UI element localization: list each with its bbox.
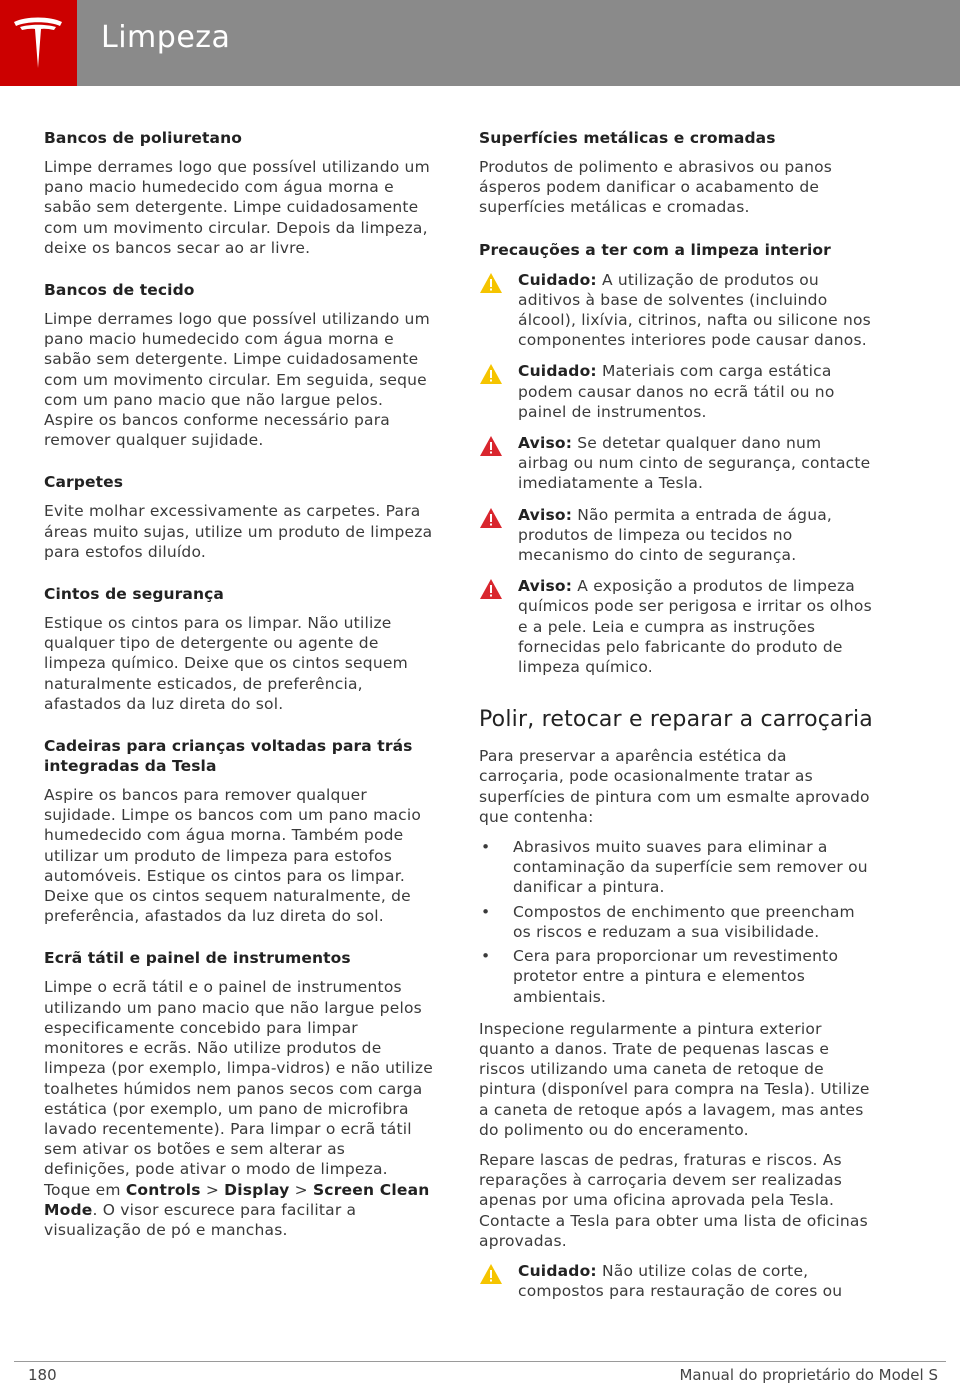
- section-body: Limpe derrames logo que possível utilizando um pano macio humedecido com água morna e sabão sem detergente. Limpe cuidadosamente com um movimento circular. Em seguida, seque com um pano macio que não largue pelos. Aspire os bancos conforme necessário para remover qualquer sujidade.: [44, 310, 430, 450]
- section-body: Produtos de polimento e abrasivos ou panos ásperos podem danificar o acabamento de superfícies metálicas e cromadas.: [479, 158, 833, 217]
- notice-text: Materiais com carga estática podem causar danos no ecrã tátil ou no painel de instrumentos.: [518, 362, 835, 421]
- tesla-logo: [0, 0, 77, 86]
- list-item-text: Cera para proporcionar um revestimento protetor entre a pintura e elementos ambientais.: [513, 947, 839, 1006]
- section-body: Limpe derrames logo que possível utilizando um pano macio humedecido com água morna e sabão sem detergente. Limpe cuidadosamente com um movimento circular. Depois da limpeza, deixe os bancos secar ao ar livre.: [44, 158, 430, 257]
- section-title: Cadeiras para crianças voltadas para trás integradas da Tesla: [44, 737, 413, 776]
- section-title: Carpetes: [44, 473, 124, 492]
- section-body: Evite molhar excessivamente as carpetes. Para áreas muito sujas, utilize um produto de limpeza para estofos diluído.: [44, 502, 433, 561]
- notice-text: A utilização de produtos ou aditivos à base de solventes (incluindo álcool), lixívia, citrinos, nafta ou silicone nos componentes interiores pode causar danos.: [518, 270, 871, 350]
- footer-divider: [14, 1361, 946, 1362]
- notice-label: Aviso:: [518, 505, 573, 524]
- path-separator: >: [289, 1180, 313, 1199]
- section-body: Aspire os bancos para remover qualquer sujidade. Limpe os bancos com um pano macio humedecido com água morna. Também pode utilizar um produto de limpeza para estofos automóveis. Estique os cintos para os limpar. Deixe que os cintos sequem naturalmente, de preferência, afastados da luz direta do sol.: [44, 786, 422, 926]
- warning-notice: [479, 576, 874, 677]
- footer-title: Manual do proprietário do Model S: [679, 1366, 938, 1384]
- notice-text: Se detetar qualquer dano num airbag ou num cinto de segurança, contacte imediatamente a Tesla.: [518, 434, 871, 493]
- bullet-icon: •: [481, 838, 491, 857]
- section-title: Superfícies metálicas e cromadas: [479, 129, 776, 147]
- section-title: Precauções a ter com a limpeza interior: [479, 240, 831, 259]
- warning-notice: [479, 433, 874, 494]
- section-body: [44, 977, 436, 1240]
- right-column: [479, 128, 874, 1312]
- warning-triangle-icon: [479, 507, 503, 529]
- section-body: Repare lascas de pedras, fraturas e riscos. As reparações à carroçaria devem ser realizadas apenas por uma oficina aprovada pela Tesla. Contacte a Tesla para obter uma lista de oficinas aprovadas.: [479, 1150, 868, 1250]
- warning-notice: [479, 505, 874, 566]
- notice-label: Cuidado:: [518, 1261, 597, 1280]
- ui-path-controls: Controls: [125, 1180, 201, 1199]
- notice-label: Aviso:: [518, 434, 573, 453]
- notice-text: Não permita a entrada de água, produtos de limpeza ou tecidos no mecanismo do cinto de segurança.: [518, 505, 833, 565]
- list-item-text: Compostos de enchimento que preencham os riscos e reduzam a sua visibilidade.: [513, 902, 855, 941]
- list-item: [479, 902, 874, 942]
- tesla-logo-icon: [12, 16, 64, 70]
- caution-notice: [479, 361, 874, 422]
- page-title: Limpeza: [101, 20, 231, 55]
- body-text: . O visor escurece para facilitar a visualização de pó e manchas.: [44, 1200, 357, 1239]
- list-item: [479, 837, 874, 898]
- caution-triangle-icon: [479, 363, 503, 385]
- section-heading: Polir, retocar e reparar a carroçaria: [479, 707, 873, 733]
- notice-text: Não utilize colas de corte, compostos para restauração de cores ou: [518, 1261, 843, 1301]
- ui-path-display: Display: [224, 1180, 290, 1199]
- caution-notice: [479, 1261, 874, 1301]
- bullet-list: [479, 837, 874, 1007]
- list-item-text: Abrasivos muito suaves para eliminar a contaminação da superfície sem remover ou danificar a pintura.: [513, 838, 868, 897]
- notice-text: A exposição a produtos de limpeza químicos pode ser perigosa e irritar os olhos e a pele. Leia e cumpra as instruções fornecidas pelo fabricante do produto de limpeza químico.: [518, 577, 872, 677]
- ui-path-screen-clean-mode: Screen Clean Mode: [44, 1180, 430, 1219]
- bullet-icon: •: [481, 947, 491, 966]
- notice-label: Aviso:: [518, 577, 573, 596]
- warning-triangle-icon: [479, 578, 503, 600]
- caution-notice: [479, 270, 874, 351]
- warning-triangle-icon: [479, 435, 503, 457]
- list-item: [479, 946, 874, 1007]
- left-column: [44, 128, 436, 1262]
- page-header: [0, 0, 960, 86]
- notice-label: Cuidado:: [518, 362, 597, 381]
- caution-triangle-icon: [479, 272, 503, 294]
- body-text: Limpe o ecrã tátil e o painel de instrumentos utilizando um pano macio que não largue pelos especificamente concebido para limpar monitores e ecrãs. Não utilize produtos de limpeza (por exemplo, limpa-vidros) e não utilize toalhetes húmidos nem panos secos com carga estática (por exemplo, um pano de microfibra lavado recentemente). Para limpar o ecrã tátil sem ativar os botões e sem alterar as definições, pode ativar o modo de limpeza. Toque em: [44, 978, 433, 1199]
- section-title: Cintos de segurança: [44, 585, 224, 604]
- section-body: Estique os cintos para os limpar. Não utilize qualquer tipo de detergente ou agente de limpeza químico. Deixe que os cintos sequem naturalmente esticados, de preferência, afastados da luz direta do sol.: [44, 614, 408, 713]
- notice-label: Cuidado:: [518, 270, 597, 289]
- section-title: Bancos de tecido: [44, 281, 195, 300]
- section-intro: Para preservar a aparência estética da carroçaria, pode ocasionalmente tratar as superfícies de pintura com um esmalte aprovado que contenha:: [479, 747, 870, 826]
- caution-triangle-icon: [479, 1263, 503, 1285]
- section-body: Inspecione regularmente a pintura exterior quanto a danos. Trate de pequenas lascas e riscos utilizando uma caneta de retoque de pintura (disponível para compra na Tesla). Utilize a caneta de retoque após a lavagem, mas antes do polimento ou do enceramento.: [479, 1019, 870, 1139]
- section-title: Bancos de poliuretano: [44, 129, 242, 147]
- path-separator: >: [200, 1180, 225, 1199]
- bullet-icon: •: [481, 902, 491, 921]
- page-number: 180: [28, 1366, 57, 1384]
- section-title: Ecrã tátil e painel de instrumentos: [44, 949, 351, 968]
